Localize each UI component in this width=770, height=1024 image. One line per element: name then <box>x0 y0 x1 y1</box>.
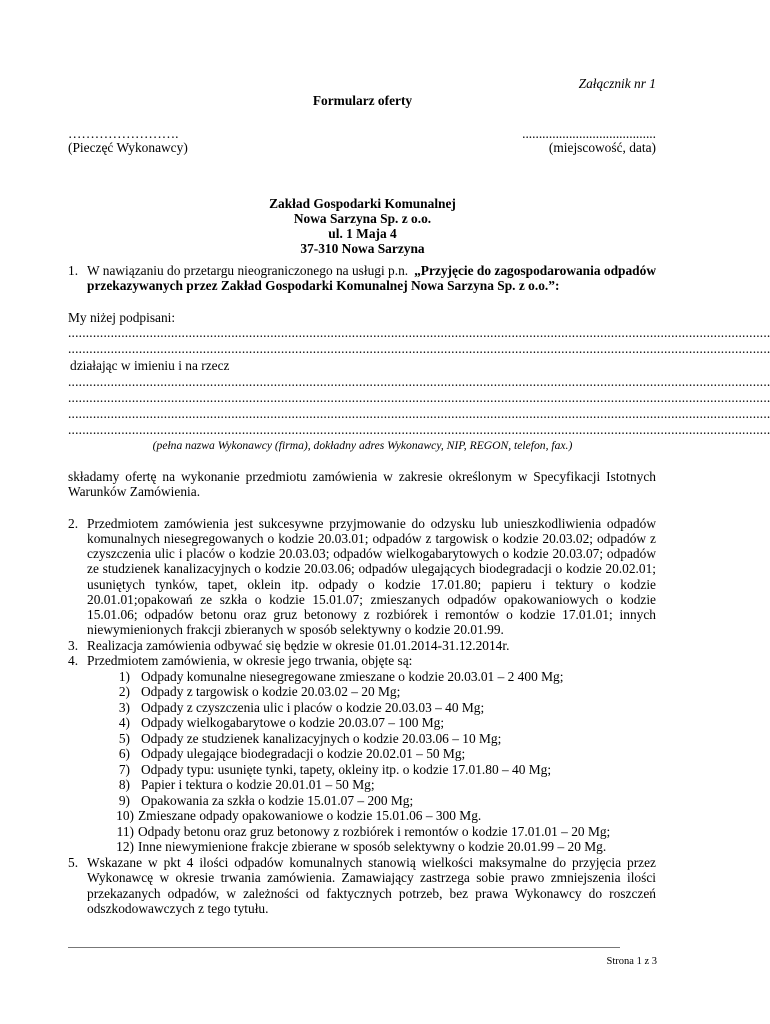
seal-dots: ……………………. <box>68 126 179 141</box>
item-number: 3) <box>118 700 130 715</box>
item-number: 2) <box>118 684 130 699</box>
recipient-line-4: 37-310 Nowa Sarzyna <box>300 241 425 256</box>
point-1-line-1 <box>87 263 656 278</box>
point-1-title-a: „Przyjęcie do zagospodarowania odpadów <box>414 263 656 278</box>
point-1-number: 1. <box>68 263 79 278</box>
form-title: Formularz oferty <box>312 93 413 108</box>
point-3-number: 3. <box>68 638 79 653</box>
signers-label: My niżej podpisani: <box>68 310 176 325</box>
attachment-label: Załącznik nr 1 <box>578 76 656 91</box>
list-item: Odpady ze studzienek kanalizacyjnych o kodzie 20.03.06 – 10 Mg; <box>141 731 502 746</box>
dotted-line-3: ...................................................................................................................................................................................................... <box>68 374 770 389</box>
list-item: Odpady z targowisk o kodzie 20.03.02 – 20 Mg; <box>141 684 401 699</box>
offer-line-1: składamy ofertę na wykonanie przedmiotu zamówienia w zakresie określonym w Specyfikacji Istotnych <box>68 469 656 484</box>
dotted-line-5: ...................................................................................................................................................................................................... <box>68 406 770 421</box>
dotted-line-6: ...................................................................................................................................................................................................... <box>68 422 770 437</box>
list-item: Odpady typu: usunięte tynki, tapety, okleiny itp. o kodzie 17.01.80 – 40 Mg; <box>141 762 552 777</box>
point-1-intro: W nawiązaniu do przetargu nieograniczonego na usługi p.n. <box>87 263 409 278</box>
item-number: 10) <box>116 808 134 823</box>
dotted-line-4: ...................................................................................................................................................................................................... <box>68 390 770 405</box>
recipient-line-3: ul. 1 Maja 4 <box>328 226 397 241</box>
item-number: 9) <box>118 793 130 808</box>
seal-label: (Pieczęć Wykonawcy) <box>68 140 188 155</box>
point-2-line-7: 15.01.06; odpadów betonu oraz gruz betonowy z rozbiórek i remontów o kodzie 17.01.01; innych <box>87 607 656 622</box>
point-5-line-4: odszkodowawczych z tego tytułu. <box>87 901 269 916</box>
list-item: Zmieszane odpady opakowaniowe o kodzie 15.01.06 – 300 Mg. <box>138 808 482 823</box>
point-2-line-8: niewymienionych frakcji zbieranych w sposób selektywny o kodzie 20.01.99. <box>87 622 504 637</box>
point-2-line-5: usuniętych tynków, tapet, oklein itp. odpady o kodzie 17.01.80; papieru i tektury o kodzie <box>87 577 656 592</box>
item-number: 6) <box>118 746 130 761</box>
list-item: Odpady betonu oraz gruz betonowy z rozbiórek i remontów o kodzie 17.01.01 – 20 Mg; <box>138 824 611 839</box>
point-2-line-6: 20.01.01;opakowań ze szkła o kodzie 15.01.07; zmieszanych odpadów opakowaniowych o kodzie <box>87 592 656 607</box>
item-number: 7) <box>118 762 130 777</box>
item-number: 1) <box>118 669 130 684</box>
list-item: Odpady wielkogabarytowe o kodzie 20.03.07 – 100 Mg; <box>141 715 445 730</box>
point-4-number: 4. <box>68 653 79 668</box>
offer-line-2: Warunków Zamówienia. <box>68 484 201 499</box>
point-2-number: 2. <box>68 516 79 531</box>
point-5-number: 5. <box>68 855 79 870</box>
point-4-text: Przedmiotem zamówienia, w okresie jego trwania, objęte są: <box>87 653 413 668</box>
recipient-line-1: Zakład Gospodarki Komunalnej <box>269 196 456 211</box>
item-number: 4) <box>118 715 130 730</box>
item-number: 11) <box>116 824 134 839</box>
list-item: Papier i tektura o kodzie 20.01.01 – 50 Mg; <box>141 777 375 792</box>
point-5-line-3: przekazanych odpadów, w zależności od faktycznych potrzeb, bez prawa Wykonawcy do roszczeń <box>87 886 656 901</box>
point-1-title-b: przekazywanych przez Zakład Gospodarki Komunalnej Nowa Sarzyna Sp. z o.o.”: <box>87 278 560 293</box>
acting-label: działając w imieniu i na rzecz <box>70 358 230 373</box>
point-2-line-4: ze studzienek kanalizacyjnych o kodzie 20.03.06; odpadów ulegających biodegradacji o kodzie 20.02.01; <box>87 561 656 576</box>
point-3-text: Realizacja zamówienia odbywać się będzie w okresie 01.01.2014-31.12.2014r. <box>87 638 510 653</box>
point-2-line-1: Przedmiotem zamówienia jest sukcesywne przyjmowanie do odzysku lub unieszkodliwienia odpadów <box>87 516 656 531</box>
list-item: Odpady ulegające biodegradacji o kodzie 20.02.01 – 50 Mg; <box>141 746 466 761</box>
dotted-line-1: ...................................................................................................................................................................................................... <box>68 325 770 340</box>
list-item: Odpady komunalne niesegregowane zmieszane o kodzie 20.03.01 – 2 400 Mg; <box>141 669 564 684</box>
item-number: 12) <box>116 839 134 854</box>
recipient-line-2: Nowa Sarzyna Sp. z o.o. <box>293 211 432 226</box>
point-5-line-2: Wykonawcę w okresie trwania zamówienia. Zamawiający zastrzega sobie prawo zmniejszenia ilości <box>87 870 656 885</box>
point-2-line-3: czyszczenia ulic i placów o kodzie 20.03.03; odpadów wielkogabarytowych o kodzie 20.03.07; odpadów <box>87 546 656 561</box>
signers-note: (pełna nazwa Wykonawcy (firma), dokładny adres Wykonawcy, NIP, REGON, telefon, fax.) <box>152 439 573 452</box>
point-5-line-1: Wskazane w pkt 4 ilości odpadów komunalnych stanowią wielkości maksymalne do przyjęcia przez <box>87 855 656 870</box>
list-item: Opakowania za szkła o kodzie 15.01.07 – 200 Mg; <box>141 793 414 808</box>
point-2-line-2: komunalnych niesegregowanych o kodzie 20.03.01; odpadów z targowisk o kodzie 20.03.02; odpadów z <box>87 531 656 546</box>
item-number: 5) <box>118 731 130 746</box>
list-item: Inne niewymienione frakcje zbierane w sposób selektywny o kodzie 20.01.99 – 20 Mg. <box>138 839 607 854</box>
page-number: Strona 1 z 3 <box>606 956 657 967</box>
place-label: (miejscowość, data) <box>548 140 656 155</box>
place-dots: ........................................ <box>522 126 656 141</box>
list-item: Odpady z czyszczenia ulic i placów o kodzie 20.03.03 – 40 Mg; <box>141 700 485 715</box>
dotted-line-2: ...................................................................................................................................................................................................... <box>68 341 770 356</box>
item-number: 8) <box>118 777 130 792</box>
footer-divider <box>68 947 620 948</box>
